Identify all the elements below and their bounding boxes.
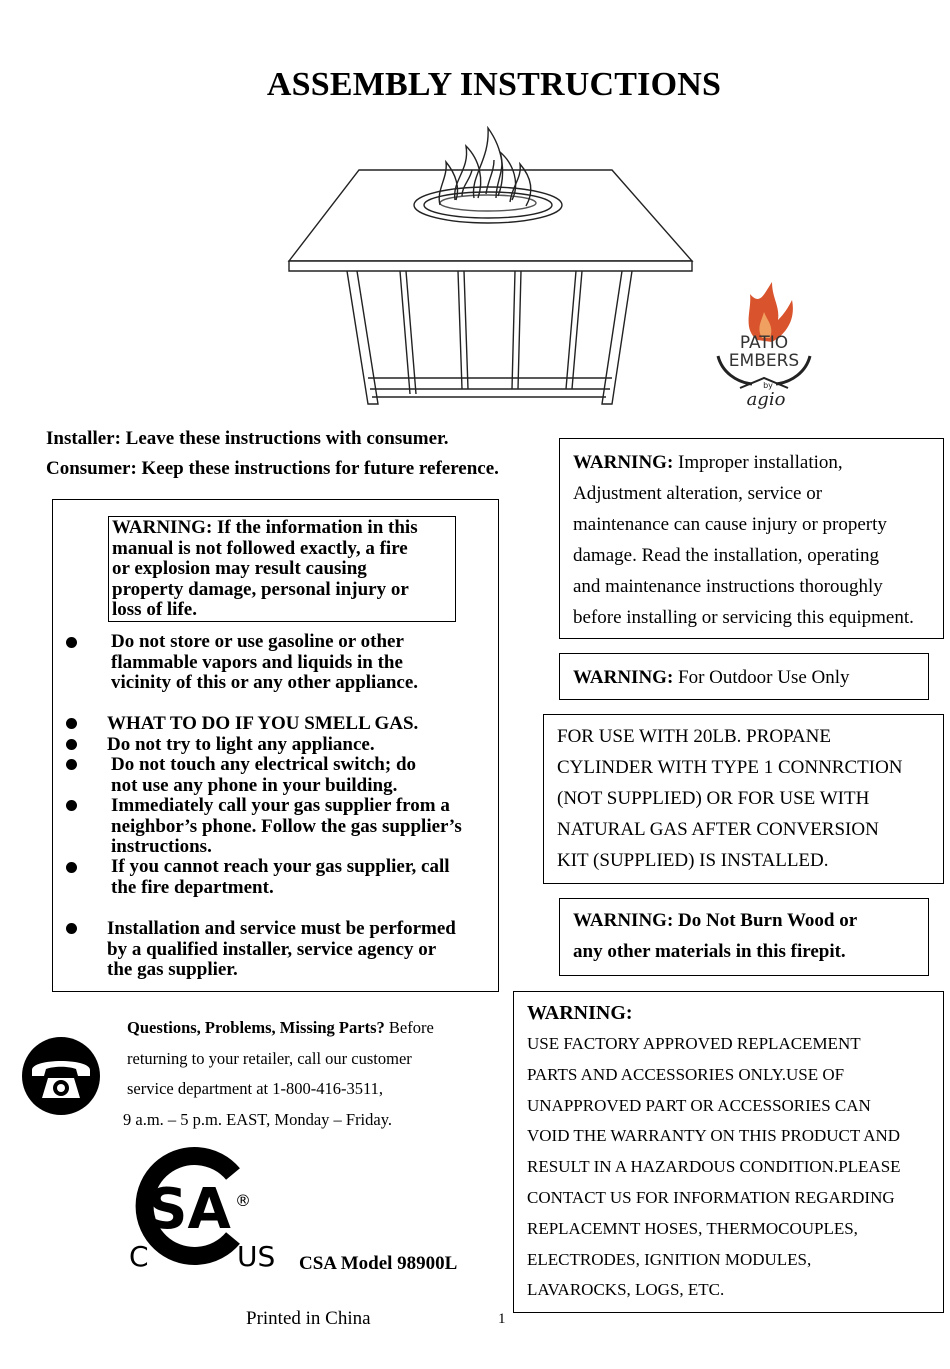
bullet-dot [66, 739, 77, 750]
firepit-table-illustration [284, 126, 694, 410]
bullet-dot [66, 800, 77, 811]
smell-gas-heading: WHAT TO DO IF YOU SMELL GAS. [107, 713, 419, 734]
csa-model-number: CSA Model 98900L [299, 1253, 458, 1274]
contact-line-3: service department at 1-800-416-3511, [127, 1079, 383, 1098]
installation-warning-box: WARNING: Improper installation, Adjustment alteration, service or maintenance can cause injury or property damage. Read the installation, operating and maintenance instructions thoroughly before installing or servicing this equipment. [559, 438, 944, 639]
bullet-dot [66, 862, 77, 873]
bullet-dot [66, 718, 77, 729]
installer-note: Installer: Leave these instructions with consumer. [46, 428, 449, 449]
printed-in-china: Printed in China [246, 1308, 371, 1329]
page-number: 1 [498, 1311, 506, 1327]
svg-text:US: US [237, 1240, 276, 1273]
svg-text:SA: SA [147, 1177, 231, 1242]
no-light-bullet: Do not try to light any appliance. [107, 734, 375, 755]
no-switch-bullet: Do not touch any electrical switch; do not use any phone in your building. [111, 754, 417, 796]
contact-line-2: returning to your retailer, call our customer [127, 1049, 412, 1068]
svg-text:C: C [129, 1240, 149, 1273]
patio-embers-logo [712, 280, 817, 415]
bullet-dot [66, 759, 77, 770]
consumer-note: Consumer: Keep these instructions for future reference. [46, 458, 499, 479]
svg-text:®: ® [235, 1191, 251, 1210]
propane-usage-box: FOR USE WITH 20LB. PROPANE CYLINDER WITH TYPE 1 CONNRCTION (NOT SUPPLIED) OR FOR USE WITH NATURAL GAS AFTER CONVERSION KIT (SUPPLIED) IS INSTALLED. [543, 714, 944, 884]
outdoor-use-warning-box: WARNING: For Outdoor Use Only [559, 653, 929, 700]
bullet-dot [66, 637, 77, 648]
fire-dept-bullet: If you cannot reach your gas supplier, call the fire department. [111, 856, 450, 898]
gasoline-bullet: Do not store or use gasoline or other flammable vapors and liquids in the vicinity of this or any other appliance. [111, 631, 419, 693]
call-supplier-bullet: Immediately call your gas supplier from a neighbor’s phone. Follow the gas supplier’s instructions. [111, 795, 462, 857]
no-wood-warning-box: WARNING: Do Not Burn Wood or any other materials in this firepit. [559, 898, 929, 976]
bullet-dot [66, 923, 77, 934]
contact-line-4: 9 a.m. – 5 p.m. EAST, Monday – Friday. [123, 1110, 393, 1129]
svg-text:agio: agio [746, 389, 786, 410]
csa-certification-logo [125, 1142, 285, 1274]
svg-text:by: by [763, 381, 773, 390]
contact-line-1: Questions, Problems, Missing Parts? Before [127, 1018, 434, 1037]
installation-bullet: Installation and service must be performed by a qualified installer, service agency or the gas supplier. [107, 918, 456, 980]
page-title: ASSEMBLY INSTRUCTIONS [266, 66, 722, 103]
svg-text:PATIO: PATIO [739, 333, 789, 353]
telephone-icon [20, 1036, 102, 1116]
replacement-parts-warning-box: WARNING: USE FACTORY APPROVED REPLACEMENT PARTS AND ACCESSORIES ONLY.USE OF UNAPPROVED PART OR ACCESSORIES CAN VOID THE WARRANTY ON THIS PRODUCT AND RESULT IN A HAZARDOUS CONDITION.PLEASE CONTACT US FOR INFORMATION REGARDING REPLACEMNT HOSES, THERMOCOUPLES, ELECTRODES, IGNITION MODULES, LAVAROCKS, LOGS, ETC. [513, 991, 944, 1313]
svg-text:EMBERS: EMBERS [728, 351, 800, 371]
fire-explosion-warning: WARNING: If the information in this manual is not followed exactly, a fire or explosion may result causing property damage, personal injury or loss of life. [108, 516, 456, 622]
